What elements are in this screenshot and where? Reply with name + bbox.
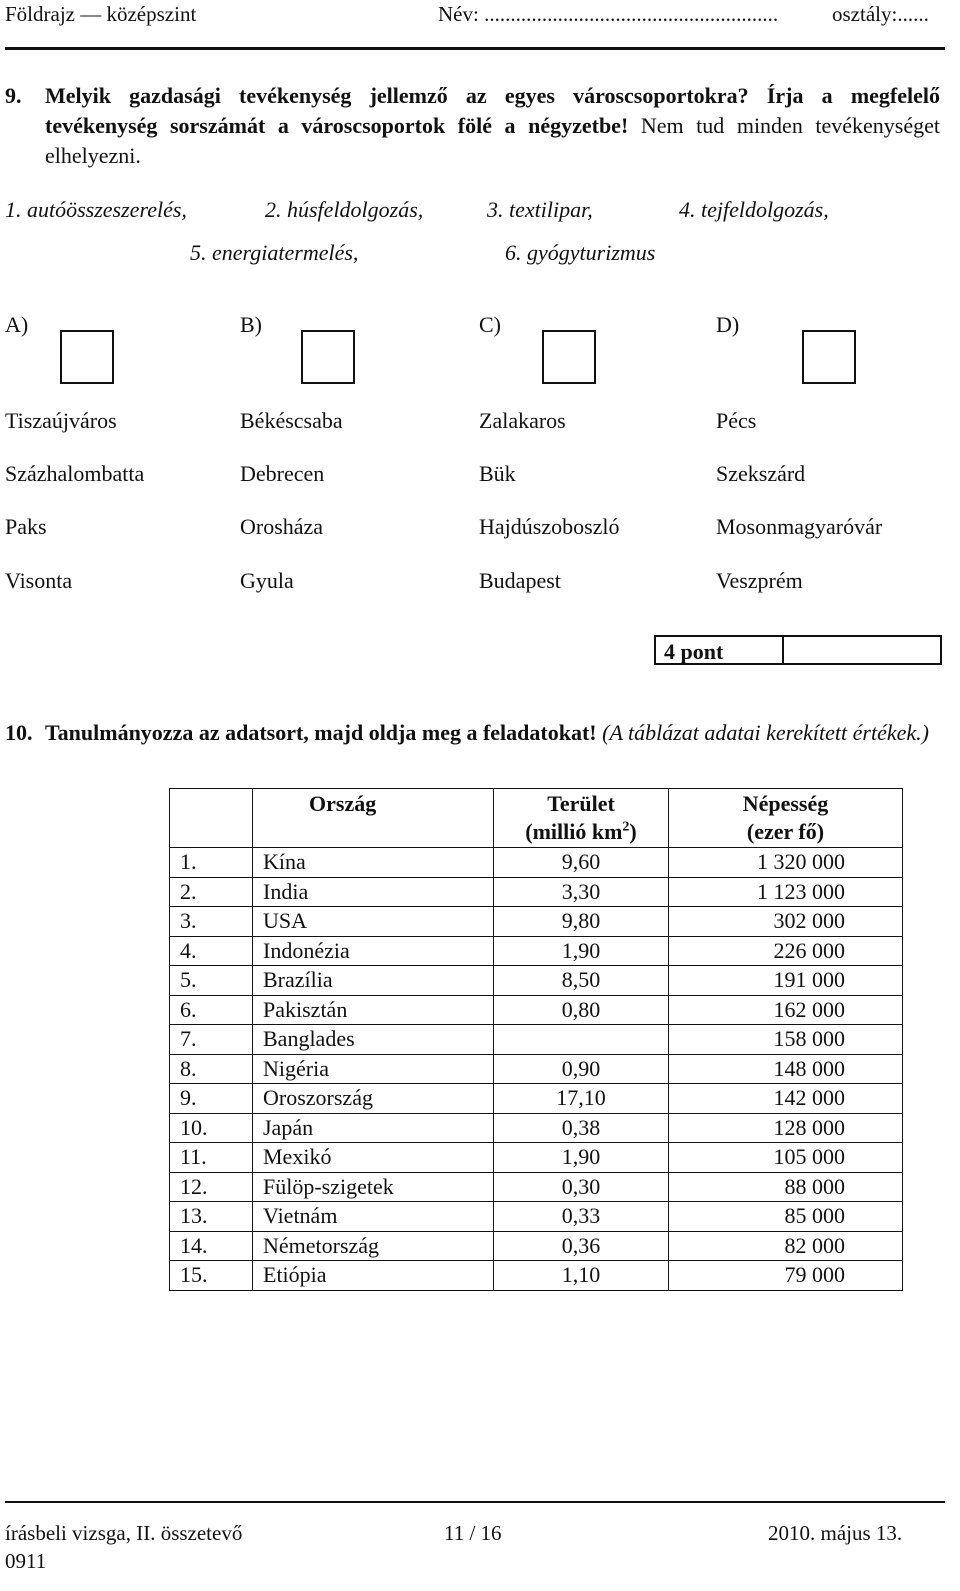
- table-header-row: [170, 789, 903, 848]
- table-row: [170, 907, 903, 937]
- table-row: [170, 1202, 903, 1232]
- row-area: 0,36: [494, 1231, 669, 1261]
- activity-6: 6. gyógyturizmus: [505, 240, 656, 265]
- group-b-city: Debrecen: [240, 461, 325, 486]
- group-d-city: Veszprém: [716, 568, 803, 593]
- row-area: 17,10: [494, 1084, 669, 1114]
- group-d-city: Pécs: [716, 408, 757, 433]
- row-population: 162 000: [669, 995, 903, 1025]
- group-c-city: Budapest: [479, 568, 561, 593]
- q9-number: 9.: [5, 83, 22, 108]
- row-population: 148 000: [669, 1054, 903, 1084]
- row-area: [494, 1025, 669, 1055]
- row-rank: 4.: [170, 936, 253, 966]
- group-c-answer-box[interactable]: [542, 330, 596, 384]
- group-a-city: Visonta: [5, 568, 73, 593]
- footer-page-number: 11 / 16: [444, 1521, 502, 1545]
- table-row: [170, 936, 903, 966]
- points-score-cell[interactable]: [784, 637, 938, 663]
- row-population: 158 000: [669, 1025, 903, 1055]
- group-c-city: Zalakaros: [479, 408, 566, 433]
- table-body: [170, 848, 903, 1291]
- row-rank: 13.: [170, 1202, 253, 1232]
- q9-question: [45, 81, 940, 171]
- country-data-table: [169, 788, 903, 1291]
- row-country: Japán: [253, 1113, 494, 1143]
- group-a-city: Paks: [5, 514, 47, 539]
- row-area: 3,30: [494, 877, 669, 907]
- row-population: 226 000: [669, 936, 903, 966]
- q10-number: 10.: [5, 720, 33, 745]
- group-a-city: Százhalombatta: [5, 461, 145, 486]
- q9-question-normal: Nem tud minden tevékenységet elhelyezni.: [45, 113, 940, 168]
- activity-1: 1. autóösszeszerelés,: [5, 197, 187, 222]
- footer-code: 0911: [5, 1549, 47, 1573]
- row-population: 79 000: [669, 1261, 903, 1291]
- table-row: [170, 1172, 903, 1202]
- group-d-answer-box[interactable]: [802, 330, 856, 384]
- row-rank: 14.: [170, 1231, 253, 1261]
- row-country: Banglades: [253, 1025, 494, 1055]
- row-rank: 12.: [170, 1172, 253, 1202]
- row-area: 1,90: [494, 1143, 669, 1173]
- group-a-label: A): [5, 312, 29, 337]
- group-d-city: Mosonmagyaróvár: [716, 514, 883, 539]
- table-row: [170, 1054, 903, 1084]
- group-b-city: Gyula: [240, 568, 294, 593]
- group-c-label: C): [479, 312, 501, 337]
- row-country: USA: [253, 907, 494, 937]
- group-b-city: Békéscsaba: [240, 408, 343, 433]
- table-row: [170, 1113, 903, 1143]
- header-area: [494, 789, 669, 848]
- row-country: Mexikó: [253, 1143, 494, 1173]
- row-country: Oroszország: [253, 1084, 494, 1114]
- footer-rule: [5, 1501, 945, 1503]
- row-rank: 8.: [170, 1054, 253, 1084]
- row-rank: 3.: [170, 907, 253, 937]
- table-row: [170, 966, 903, 996]
- activity-4: 4. tejfeldolgozás,: [679, 197, 829, 222]
- header-country: [253, 789, 494, 848]
- row-population: 82 000: [669, 1231, 903, 1261]
- activity-3: 3. textilipar,: [487, 197, 593, 222]
- row-country: Fülöp-szigetek: [253, 1172, 494, 1202]
- header-pop-line1: Népesség: [742, 791, 829, 816]
- row-area: 9,80: [494, 907, 669, 937]
- header-class-field: osztály:......: [832, 2, 929, 26]
- activity-2: 2. húsfeldolgozás,: [265, 197, 424, 222]
- row-area: 0,33: [494, 1202, 669, 1232]
- table-row: [170, 995, 903, 1025]
- header-country-label: Ország: [309, 791, 377, 816]
- row-country: Brazília: [253, 966, 494, 996]
- points-label: 4 pont: [664, 639, 724, 664]
- row-country: Kína: [253, 848, 494, 878]
- row-area: 0,80: [494, 995, 669, 1025]
- q10-question-italic: (A táblázat adatai kerekített értékek.): [602, 720, 929, 745]
- group-b-answer-box[interactable]: [301, 330, 355, 384]
- row-population: 105 000: [669, 1143, 903, 1173]
- group-a-city: Tiszaújváros: [5, 408, 117, 433]
- row-country: Nigéria: [253, 1054, 494, 1084]
- header-area-line1: Terület: [547, 791, 615, 816]
- table-row: [170, 1231, 903, 1261]
- row-rank: 7.: [170, 1025, 253, 1055]
- footer-date: 2010. május 13.: [768, 1521, 903, 1545]
- header-name-field: Név: ........................................................: [438, 2, 779, 26]
- row-area: 1,10: [494, 1261, 669, 1291]
- group-a-answer-box[interactable]: [60, 330, 114, 384]
- row-country: Vietnám: [253, 1202, 494, 1232]
- row-population: 142 000: [669, 1084, 903, 1114]
- row-rank: 11.: [170, 1143, 253, 1173]
- table-row: [170, 1084, 903, 1114]
- row-population: 302 000: [669, 907, 903, 937]
- row-rank: 5.: [170, 966, 253, 996]
- table-row: [170, 877, 903, 907]
- row-country: Etiópia: [253, 1261, 494, 1291]
- activity-5: 5. energiatermelés,: [190, 240, 359, 265]
- row-area: 0,30: [494, 1172, 669, 1202]
- row-population: 85 000: [669, 1202, 903, 1232]
- row-population: 1 320 000: [669, 848, 903, 878]
- header-subject: Földrajz — középszint: [5, 2, 197, 26]
- row-country: Indonézia: [253, 936, 494, 966]
- q10-question: [45, 718, 940, 748]
- group-d-city: Szekszárd: [716, 461, 806, 486]
- group-b-label: B): [240, 312, 262, 337]
- footer-exam-part: írásbeli vizsga, II. összetevő: [5, 1521, 243, 1545]
- row-rank: 15.: [170, 1261, 253, 1291]
- row-population: 88 000: [669, 1172, 903, 1202]
- group-c-city: Bük: [479, 461, 516, 486]
- row-area: 0,38: [494, 1113, 669, 1143]
- header-rank: [170, 789, 253, 848]
- row-area: 1,90: [494, 936, 669, 966]
- row-rank: 9.: [170, 1084, 253, 1114]
- table-row: [170, 848, 903, 878]
- row-country: India: [253, 877, 494, 907]
- header-rule: [5, 47, 945, 50]
- header-area-line2: (millió $km^2$): [525, 819, 637, 844]
- q9-question-bold: Melyik gazdasági tevékenység jellemző az egyes városcsoportokra? Írja a megfelelő tevékenység sorszámát a városcsoportok fölé a négyzetbe!: [45, 83, 940, 138]
- group-c-city: Hajdúszoboszló: [479, 514, 620, 539]
- row-rank: 1.: [170, 848, 253, 878]
- row-population: 128 000: [669, 1113, 903, 1143]
- q10-question-bold: Tanulmányozza az adatsort, majd oldja meg a feladatokat!: [45, 720, 597, 745]
- row-rank: 6.: [170, 995, 253, 1025]
- group-d-label: D): [716, 312, 740, 337]
- group-b-city: Orosháza: [240, 514, 324, 539]
- row-area: 9,60: [494, 848, 669, 878]
- table-row: [170, 1143, 903, 1173]
- header-population: [669, 789, 903, 848]
- table-row: [170, 1025, 903, 1055]
- row-country: Pakisztán: [253, 995, 494, 1025]
- row-area: 8,50: [494, 966, 669, 996]
- row-country: Németország: [253, 1231, 494, 1261]
- row-area: 0,90: [494, 1054, 669, 1084]
- row-rank: 2.: [170, 877, 253, 907]
- row-population: 191 000: [669, 966, 903, 996]
- table-row: [170, 1261, 903, 1291]
- row-rank: 10.: [170, 1113, 253, 1143]
- header-pop-line2: (ezer fő): [746, 819, 825, 844]
- row-population: 1 123 000: [669, 877, 903, 907]
